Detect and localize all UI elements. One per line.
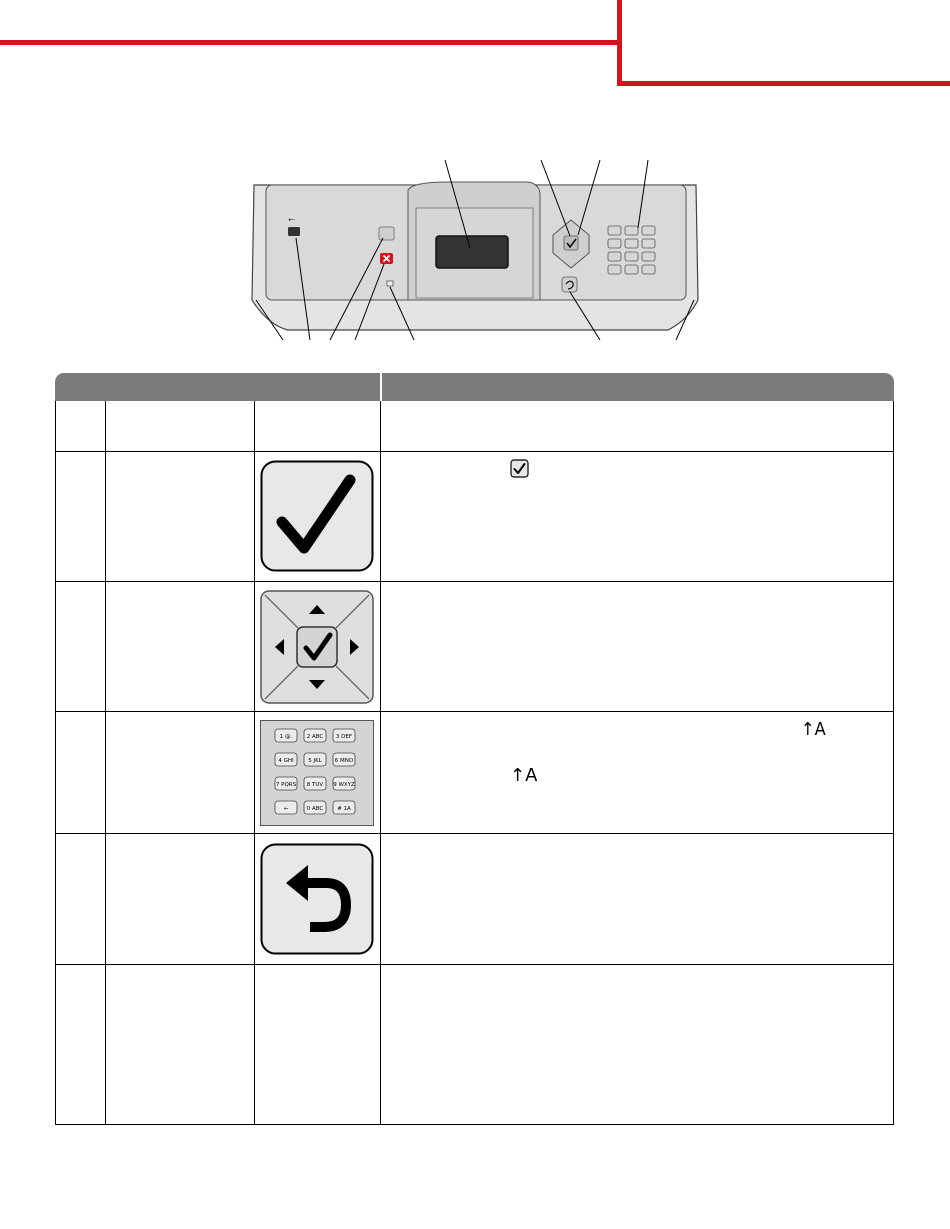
keypad-key-label: 8 TUV: [306, 782, 324, 788]
keypad-key-label: 9 WXYZ: [333, 782, 355, 788]
keypad-key-label: 7 PQRS: [275, 782, 297, 788]
keypad-key-label: 0 ABC: [306, 806, 324, 812]
table-body: [55, 401, 894, 1125]
svg-text:⭠: ⭠: [288, 215, 296, 225]
header-rule-left: [0, 40, 622, 45]
keypad-key-label: 1 @.: [279, 734, 293, 740]
column-divider-3: [380, 401, 381, 1124]
column-divider-1: [105, 401, 106, 1124]
keypad-key-label: ←: [283, 806, 289, 812]
row-divider-5: [55, 964, 894, 965]
header-rule-right: [617, 81, 950, 86]
select-button-icon: [260, 460, 374, 572]
display-screen: [436, 236, 508, 268]
keypad-key-label: 5 JKL: [308, 758, 322, 764]
keypad-key-label: 3 DEF: [335, 734, 353, 740]
table-header: [55, 373, 894, 401]
keypad-key-label: 6 MNO: [334, 758, 354, 764]
navigation-pad-icon: [260, 590, 374, 704]
keypad-key-label: 2 ABC: [306, 734, 324, 740]
back-button-icon: [260, 843, 374, 955]
shift-case-icon-2: ↑A: [510, 765, 538, 786]
header-rule-corner: [617, 0, 622, 86]
shift-case-icon: ↑A: [801, 719, 826, 740]
checkmark-icon: [510, 459, 529, 483]
control-panel-illustration: [248, 160, 703, 340]
row-divider-1: [55, 451, 894, 452]
row-divider-4: [55, 833, 894, 834]
back-button-shape: [562, 277, 577, 292]
keypad-icon: [260, 720, 374, 826]
indicator-light-shape: [387, 281, 393, 286]
row-divider-2: [55, 581, 894, 582]
keypad-key-label: 4 GHI: [278, 758, 294, 764]
column-divider-2: [254, 401, 255, 1124]
keypad-key-label: # 1A: [337, 806, 351, 812]
row-divider-3: [55, 711, 894, 712]
menu-button-shape: [379, 227, 394, 240]
